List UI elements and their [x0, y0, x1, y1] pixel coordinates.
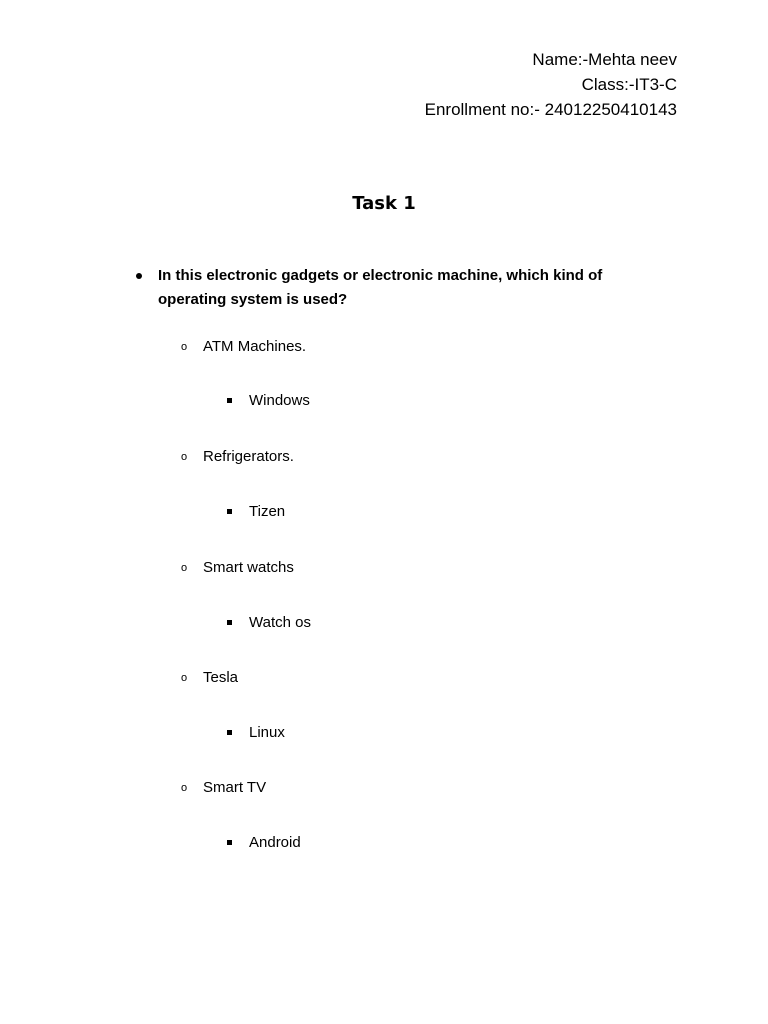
device-label: Tesla [203, 669, 239, 686]
question-text: In this electronic gadgets or electronic machine, which kind of operating system is used? [158, 267, 603, 308]
device-item [181, 558, 294, 578]
square-bullet-icon [227, 509, 232, 514]
bullet-dot-icon [136, 273, 142, 279]
device-label: Smart watchs [203, 559, 294, 576]
device-label: Refrigerators. [203, 448, 294, 465]
enrollment-number: Enrollment no:- 24012250410143 [424, 100, 677, 119]
device-item [181, 447, 294, 467]
device-item [181, 337, 307, 357]
os-label: Watch os [249, 614, 311, 631]
square-bullet-icon [227, 620, 232, 625]
square-bullet-icon [227, 730, 232, 735]
hollow-circle-bullet-icon: o [181, 341, 188, 353]
student-class: Class:-IT3-C [581, 75, 677, 94]
hollow-circle-bullet-icon: o [181, 562, 188, 574]
hollow-circle-bullet-icon: o [181, 451, 188, 463]
square-bullet-icon [227, 398, 232, 403]
os-label: Tizen [249, 503, 286, 520]
device-label: Smart TV [203, 779, 267, 796]
device-item [181, 668, 239, 688]
square-bullet-icon [227, 840, 232, 845]
os-label: Linux [249, 724, 285, 741]
hollow-circle-bullet-icon: o [181, 672, 188, 684]
student-name: Name:-Mehta neev [532, 50, 677, 69]
hollow-circle-bullet-icon: o [181, 782, 188, 794]
os-label: Android [249, 834, 301, 851]
device-item [181, 778, 267, 798]
os-label: Windows [249, 392, 310, 409]
task-title: Task 1 [352, 193, 416, 214]
device-label: ATM Machines. [203, 338, 307, 355]
